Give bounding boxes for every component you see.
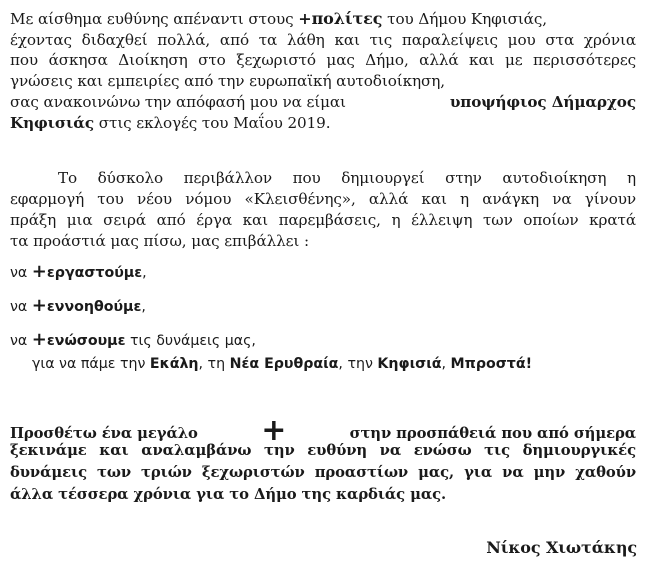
big-plus-sign: + bbox=[261, 413, 287, 448]
sep-1: , τη bbox=[198, 356, 230, 372]
candidate-mayor: υποψήφιος Δήμαρχος bbox=[449, 93, 636, 111]
comma-1: , bbox=[142, 265, 147, 281]
p1-line-1 bbox=[10, 9, 547, 29]
p1-line-1-end: του Δήμου Κηφισιάς, bbox=[382, 10, 547, 28]
sep-3: , bbox=[441, 356, 451, 372]
p3-line-3 bbox=[10, 330, 256, 351]
p1-line-3: που άσκησα Διοίκηση στο ξεχωριστό μας Δήμο, αλλά και με περισσότερες bbox=[10, 51, 636, 69]
p3-line-4-start: για να πάμε την bbox=[32, 356, 150, 372]
enosoume: ενώσουμε bbox=[46, 333, 126, 349]
p1-line-6-end: στις εκλογές του Μαΐου 2019. bbox=[94, 114, 331, 132]
p3-na-1: να bbox=[10, 265, 32, 281]
p3-line-3-end: τις δυνάμεις μας, bbox=[125, 333, 256, 349]
p3-line-1 bbox=[10, 262, 147, 283]
ekali: Εκάλη bbox=[149, 356, 199, 372]
p4-line-1 bbox=[10, 413, 636, 448]
p2-line-1: Το δύσκολο περιβάλλον που δημιουργεί στην αυτοδιοίκηση η bbox=[58, 169, 636, 187]
p1-line-2: έχοντας διδαχθεί πολλά, από τα λάθη και τις παραλείψεις μου στα χρόνια bbox=[10, 31, 636, 49]
p3-na-2: να bbox=[10, 299, 32, 315]
signature: Νίκος Χιωτάκης bbox=[486, 538, 637, 557]
p1-line-5 bbox=[10, 93, 636, 112]
p4-line-2: ξεκινάμε και αναλαμβάνω την ευθύνη να ενώσω τις δημιουργικές bbox=[10, 442, 636, 459]
sep-2: , την bbox=[338, 356, 378, 372]
comma-2: , bbox=[141, 299, 146, 315]
p2-line-4: τα προάστιά μας πίσω, μας επιβάλλει : bbox=[10, 232, 310, 250]
p1-line-5-start: σας ανακοινώνω την απόφασή μου να είμαι bbox=[10, 93, 346, 111]
plus-sign-2: + bbox=[31, 295, 47, 316]
kifisia: Κηφισιά bbox=[377, 356, 442, 372]
p3-na-3: να bbox=[10, 333, 32, 349]
p4-line-1-end: στην προσπάθειά που από σήμερα bbox=[349, 425, 636, 442]
p1-line-1-start: Με αίσθημα ευθύνης απέναντι στους bbox=[10, 10, 299, 28]
p4-line-1-start: Προσθέτω ένα μεγάλο bbox=[10, 425, 198, 442]
plus-politis: +πολίτες bbox=[298, 9, 383, 28]
p1-line-6 bbox=[10, 114, 330, 133]
p4-line-3: δυνάμεις των τριών ξεχωριστών προαστίων μας, για να μην χαθούν bbox=[10, 464, 636, 481]
ergastoume: εργαστούμε bbox=[46, 265, 143, 281]
p4-line-4: άλλα τέσσερα χρόνια για το Δήμο της καρδιάς μας. bbox=[10, 486, 447, 503]
kifisia-bold: Κηφισιάς bbox=[10, 114, 95, 132]
p3-line-4 bbox=[32, 355, 532, 374]
nea-erythraia: Νέα Ερυθραία bbox=[229, 356, 339, 372]
plus-sign-1: + bbox=[31, 261, 47, 282]
p2-line-3: πράξη μια σειρά από έργα και παρεμβάσεις, η έλλειψη των οποίων κρατά bbox=[10, 211, 636, 229]
ennoithoume: εννοηθούμε bbox=[46, 299, 142, 315]
plus-sign-3: + bbox=[31, 329, 47, 350]
mprosta: Μπροστά! bbox=[450, 356, 533, 372]
p1-line-4: γνώσεις και εμπειρίες από την ευρωπαϊκή αυτοδιοίκηση, bbox=[10, 72, 445, 90]
p2-line-2: εφαρμογή του νέου νόμου «Κλεισθένης», αλλά και η ανάγκη να γίνουν bbox=[10, 190, 636, 208]
p3-line-2 bbox=[10, 296, 146, 317]
